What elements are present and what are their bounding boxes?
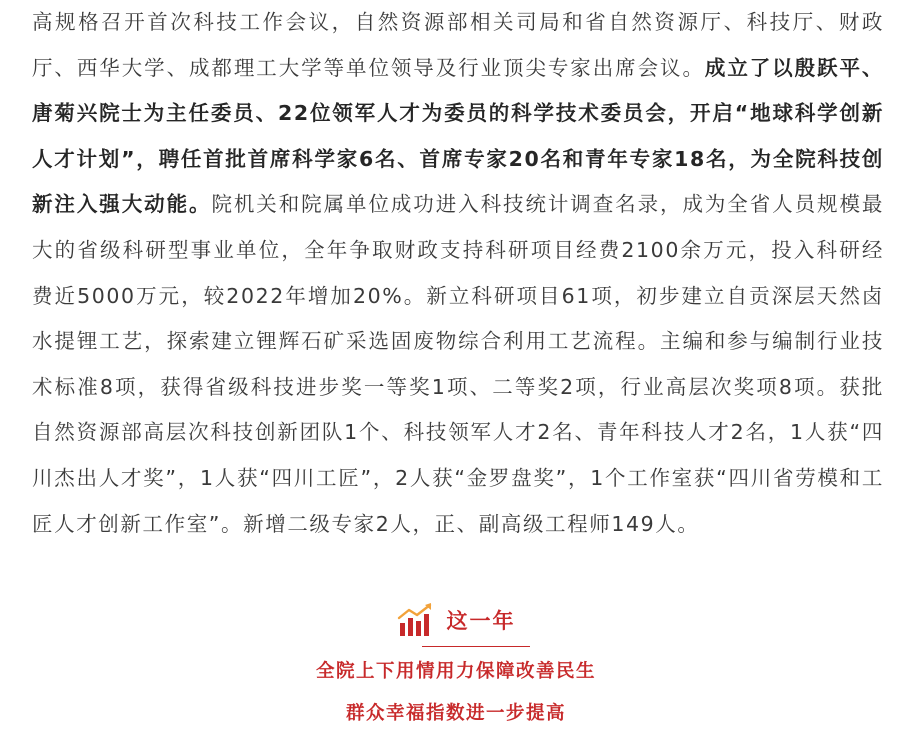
title-underline: [422, 646, 530, 647]
paragraph-bold-text: 成立了以殷跃平、唐菊兴院士为主任委员、22位领军人才为委员的科学技术委员会，开启“地球科学创新人才计划”，聘任首批首席科学家6名、首席专家20名和青年专家18名，为全院科技创新注入强大动能。: [32, 55, 884, 217]
article-body: [32, 0, 884, 547]
section-subtitle-2: 群众幸福指数进一步提高: [345, 703, 566, 724]
bar-chart-growth-icon: [397, 602, 435, 638]
article-paragraph: [32, 0, 884, 547]
paragraph-text-continued: 院机关和院属单位成功进入科技统计调查名录，成为全省人员规模最大的省级科研型事业单位，全年争取财政支持科研项目经费2100余万元，投入科研经费近5000万元，较2022年增加20%。新立科研项目61项，初步建立自贡深层天然卤水提锂工艺，探索建立锂辉石矿采选固废物综合利用工艺流程。主编和参与编制行业技术标准8项，获得省级科技进步奖一等奖1项、二等奖2项，行业高层次奖项8项。获批自然资源部高层次科技创新团队1个、科技领军人才2名、青年科技人才2名，1人获“四川杰出人才奖”，1人获“四川工匠”，2人获“金罗盘奖”，1个工作室获“四川省劳模和工匠人才创新工作室”。新增二级专家2人，正、副高级工程师149人。: [32, 192, 884, 536]
section-title-row: [397, 600, 516, 640]
section-title: 这一年: [446, 609, 516, 633]
section-header: [0, 600, 912, 647]
section-subtitle-1: 全院上下用情用力保障改善民生: [315, 661, 596, 682]
paragraph-text: 高规格召开首次科技工作会议，自然资源部相关司局和省自然资源厅、科技厅、财政厅、西华大学、成都理工大学等单位领导及行业顶尖专家出席会议。: [32, 10, 884, 80]
